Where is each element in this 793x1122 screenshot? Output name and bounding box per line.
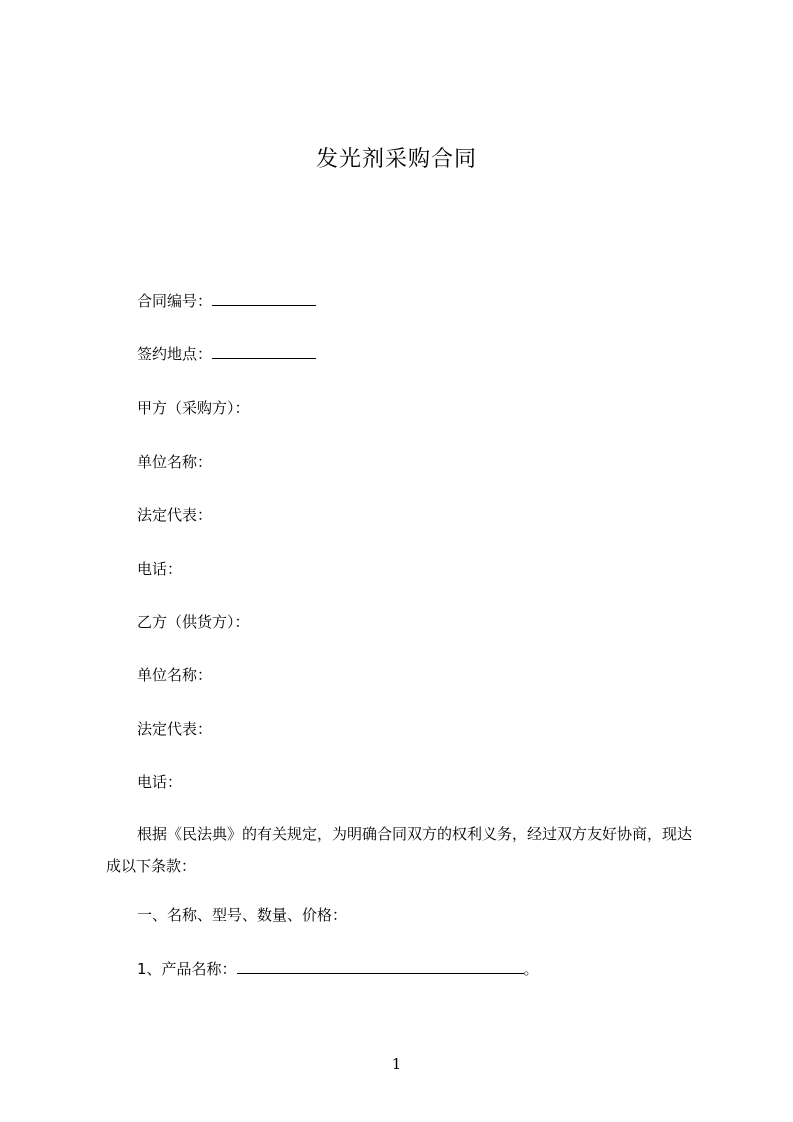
intro-paragraph: 根据《民法典》的有关规定，为明确合同双方的权利义务，经过双方友好协商，现达成以下条款：: [106, 825, 693, 875]
sign-place-blank[interactable]: [212, 344, 316, 359]
section-1-heading: 一、名称、型号、数量、价格：: [137, 906, 348, 924]
product-name-blank[interactable]: [237, 959, 524, 974]
contract-number-blank[interactable]: [212, 291, 316, 306]
product-name-label: 1、产品名称：: [137, 960, 237, 978]
page-number: 1: [391, 1055, 402, 1073]
party-b-rep-label: 法定代表：: [137, 720, 213, 738]
contract-number-label: 合同编号：: [137, 292, 213, 310]
document-title: 发光剂采购合同: [315, 147, 477, 172]
sign-place-line: [137, 344, 316, 364]
product-name-end: 。: [523, 960, 539, 978]
contract-number-line: [137, 291, 316, 311]
product-name-line: [137, 959, 539, 979]
party-a-rep-label: 法定代表：: [137, 506, 213, 524]
party-a-heading: 甲方（采购方）：: [137, 399, 250, 417]
party-a-phone-label: 电话：: [137, 560, 183, 578]
party-b-unit-label: 单位名称：: [137, 666, 213, 684]
sign-place-label: 签约地点：: [137, 345, 213, 363]
party-a-unit-label: 单位名称：: [137, 453, 213, 471]
party-b-heading: 乙方（供货方）：: [137, 613, 250, 631]
party-b-phone-label: 电话：: [137, 773, 183, 791]
